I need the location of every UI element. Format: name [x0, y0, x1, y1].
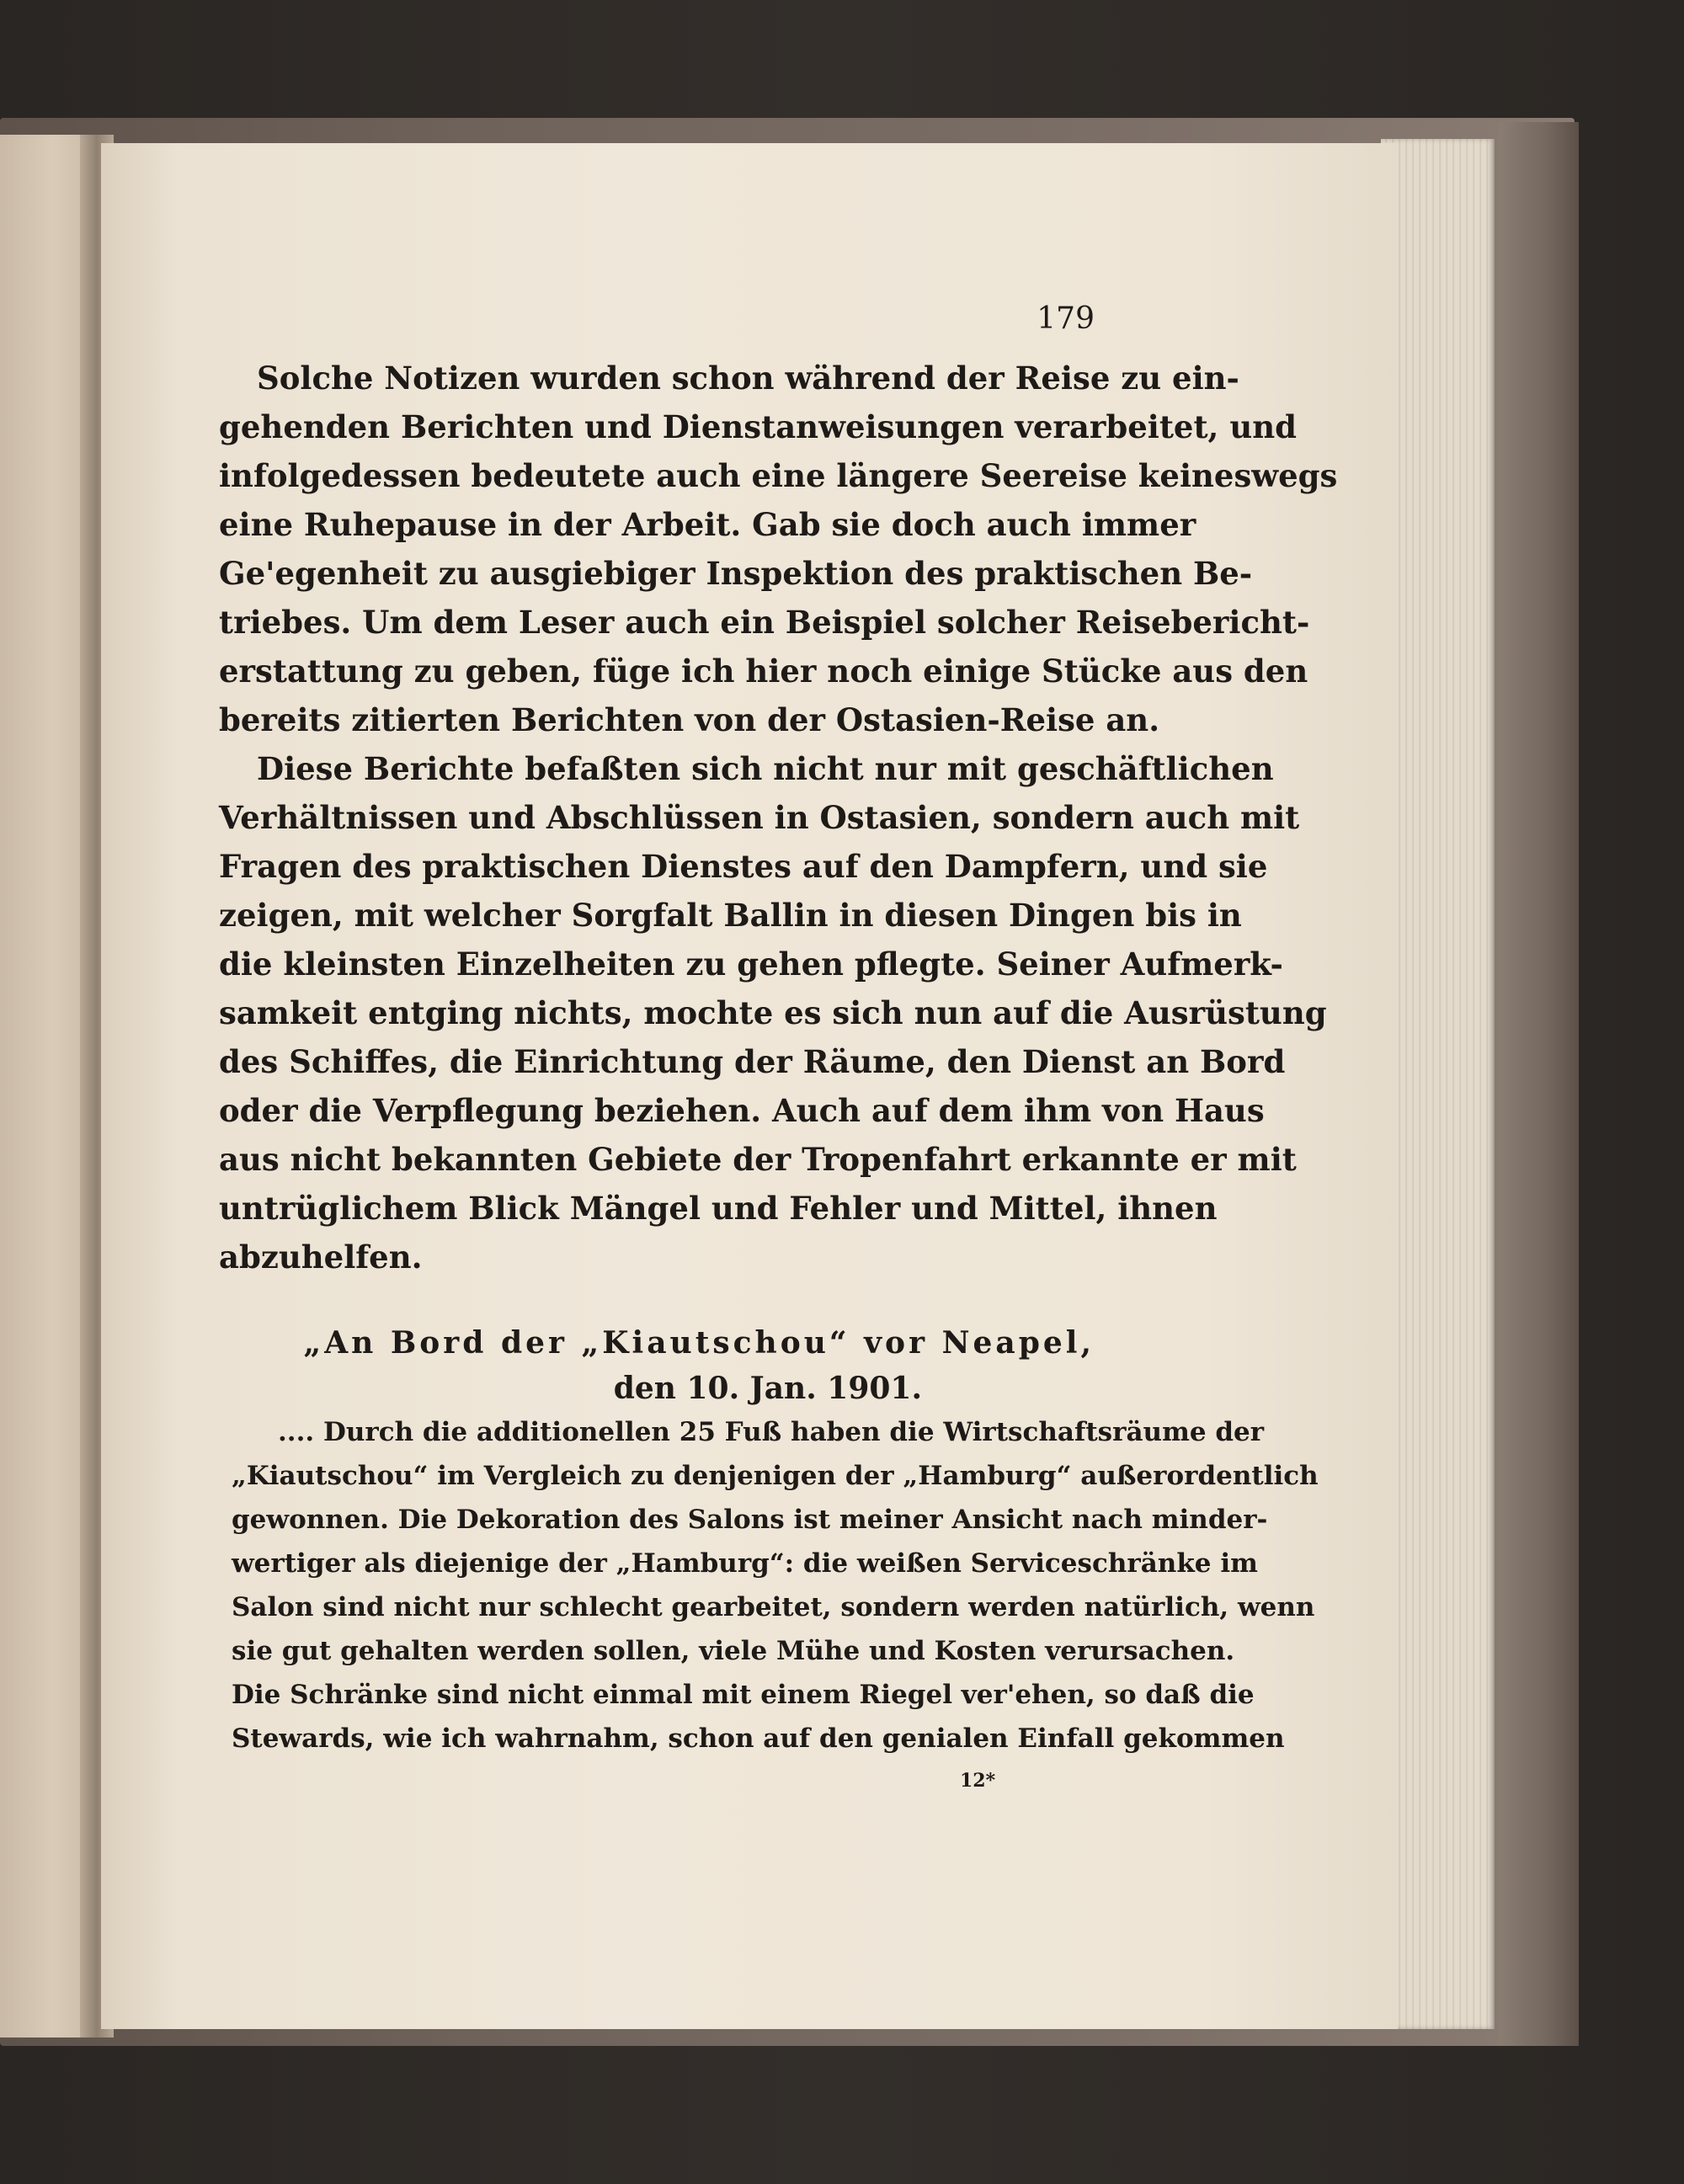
body-line: Diese Berichte befaßten sich nicht nur mit geschäftlichen [257, 750, 1274, 787]
body-line: abzuhelfen. [219, 1238, 423, 1276]
body-line: des Schiffes, die Einrichtung der Räume, den Dienst an Bord [219, 1043, 1286, 1080]
letter-line: wertiger als diejenige der „Hamburg“: die weißen Serviceschränke im [232, 1548, 1258, 1579]
body-line: oder die Verpflegung beziehen. Auch auf dem ihm von Haus [219, 1092, 1265, 1129]
body-line: eine Ruhepause in der Arbeit. Gab sie doch auch immer [219, 506, 1196, 543]
body-line: Verhältnissen und Abschlüssen in Ostasien, sondern auch mit [219, 799, 1300, 836]
letter-line: .... Durch die additionellen 25 Fuß haben die Wirtschaftsräume der [278, 1417, 1265, 1447]
letter-text [232, 1410, 1319, 1761]
body-line: infolgedessen bedeutete auch eine längere Seereise keineswegs [219, 457, 1338, 494]
body-line: triebes. Um dem Leser auch ein Beispiel solcher Reisebericht- [219, 604, 1310, 641]
body-line: aus nicht bekannten Gebiete der Tropenfahrt erkannte er mit [219, 1141, 1297, 1178]
letter-heading-date: den 10. Jan. 1901. [613, 1371, 922, 1406]
signature-mark: 12* [960, 1770, 996, 1792]
letter-line: Salon sind nicht nur schlecht gearbeitet, sondern werden natürlich, wenn [232, 1592, 1315, 1622]
body-line: zeigen, mit welcher Sorgfalt Ballin in diesen Dingen bis in [219, 897, 1242, 934]
letter-line: „Kiautschou“ im Vergleich zu denjenigen der „Hamburg“ außerordentlich [232, 1461, 1319, 1491]
body-line: die kleinsten Einzelheiten zu gehen pflegte. Seiner Aufmerk- [219, 946, 1283, 983]
page-number: 179 [1037, 301, 1095, 336]
letter-heading [219, 1320, 1095, 1411]
left-page [0, 135, 88, 2038]
body-line: gehenden Berichten und Dienstanweisungen verarbeitet, und [219, 408, 1297, 445]
body-line: samkeit entging nichts, mochte es sich nun auf die Ausrüstung [219, 994, 1327, 1031]
letter-line: gewonnen. Die Dekoration des Salons ist meiner Ansicht nach minder- [232, 1505, 1268, 1535]
letter-heading-place: „An Bord der „Kiautschou“ vor Neapel, [303, 1325, 1095, 1361]
body-line: bereits zitierten Berichten von der Ostasien-Reise an. [219, 701, 1160, 738]
letter-line: sie gut gehalten werden sollen, viele Mühe und Kosten verursachen. [232, 1636, 1235, 1666]
body-line: untrüglichem Blick Mängel und Fehler und Mittel, ihnen [219, 1190, 1218, 1227]
body-line: Ge'egenheit zu ausgiebiger Inspektion des praktischen Be- [219, 555, 1253, 592]
body-line: Fragen des praktischen Dienstes auf den Dampfern, und sie [219, 848, 1268, 885]
letter-line: Die Schränke sind nicht einmal mit einem Riegel ver'ehen, so daß die [232, 1680, 1255, 1710]
body-line: erstattung zu geben, füge ich hier noch einige Stücke aus den [219, 653, 1308, 690]
book-cover-edge [1499, 122, 1579, 2046]
letter-line: Stewards, wie ich wahrnahm, schon auf den genialen Einfall gekommen [232, 1723, 1285, 1754]
body-line: Solche Notizen wurden schon während der Reise zu ein- [257, 360, 1239, 397]
body-text [219, 354, 1338, 1281]
page-edges [1381, 139, 1495, 2029]
